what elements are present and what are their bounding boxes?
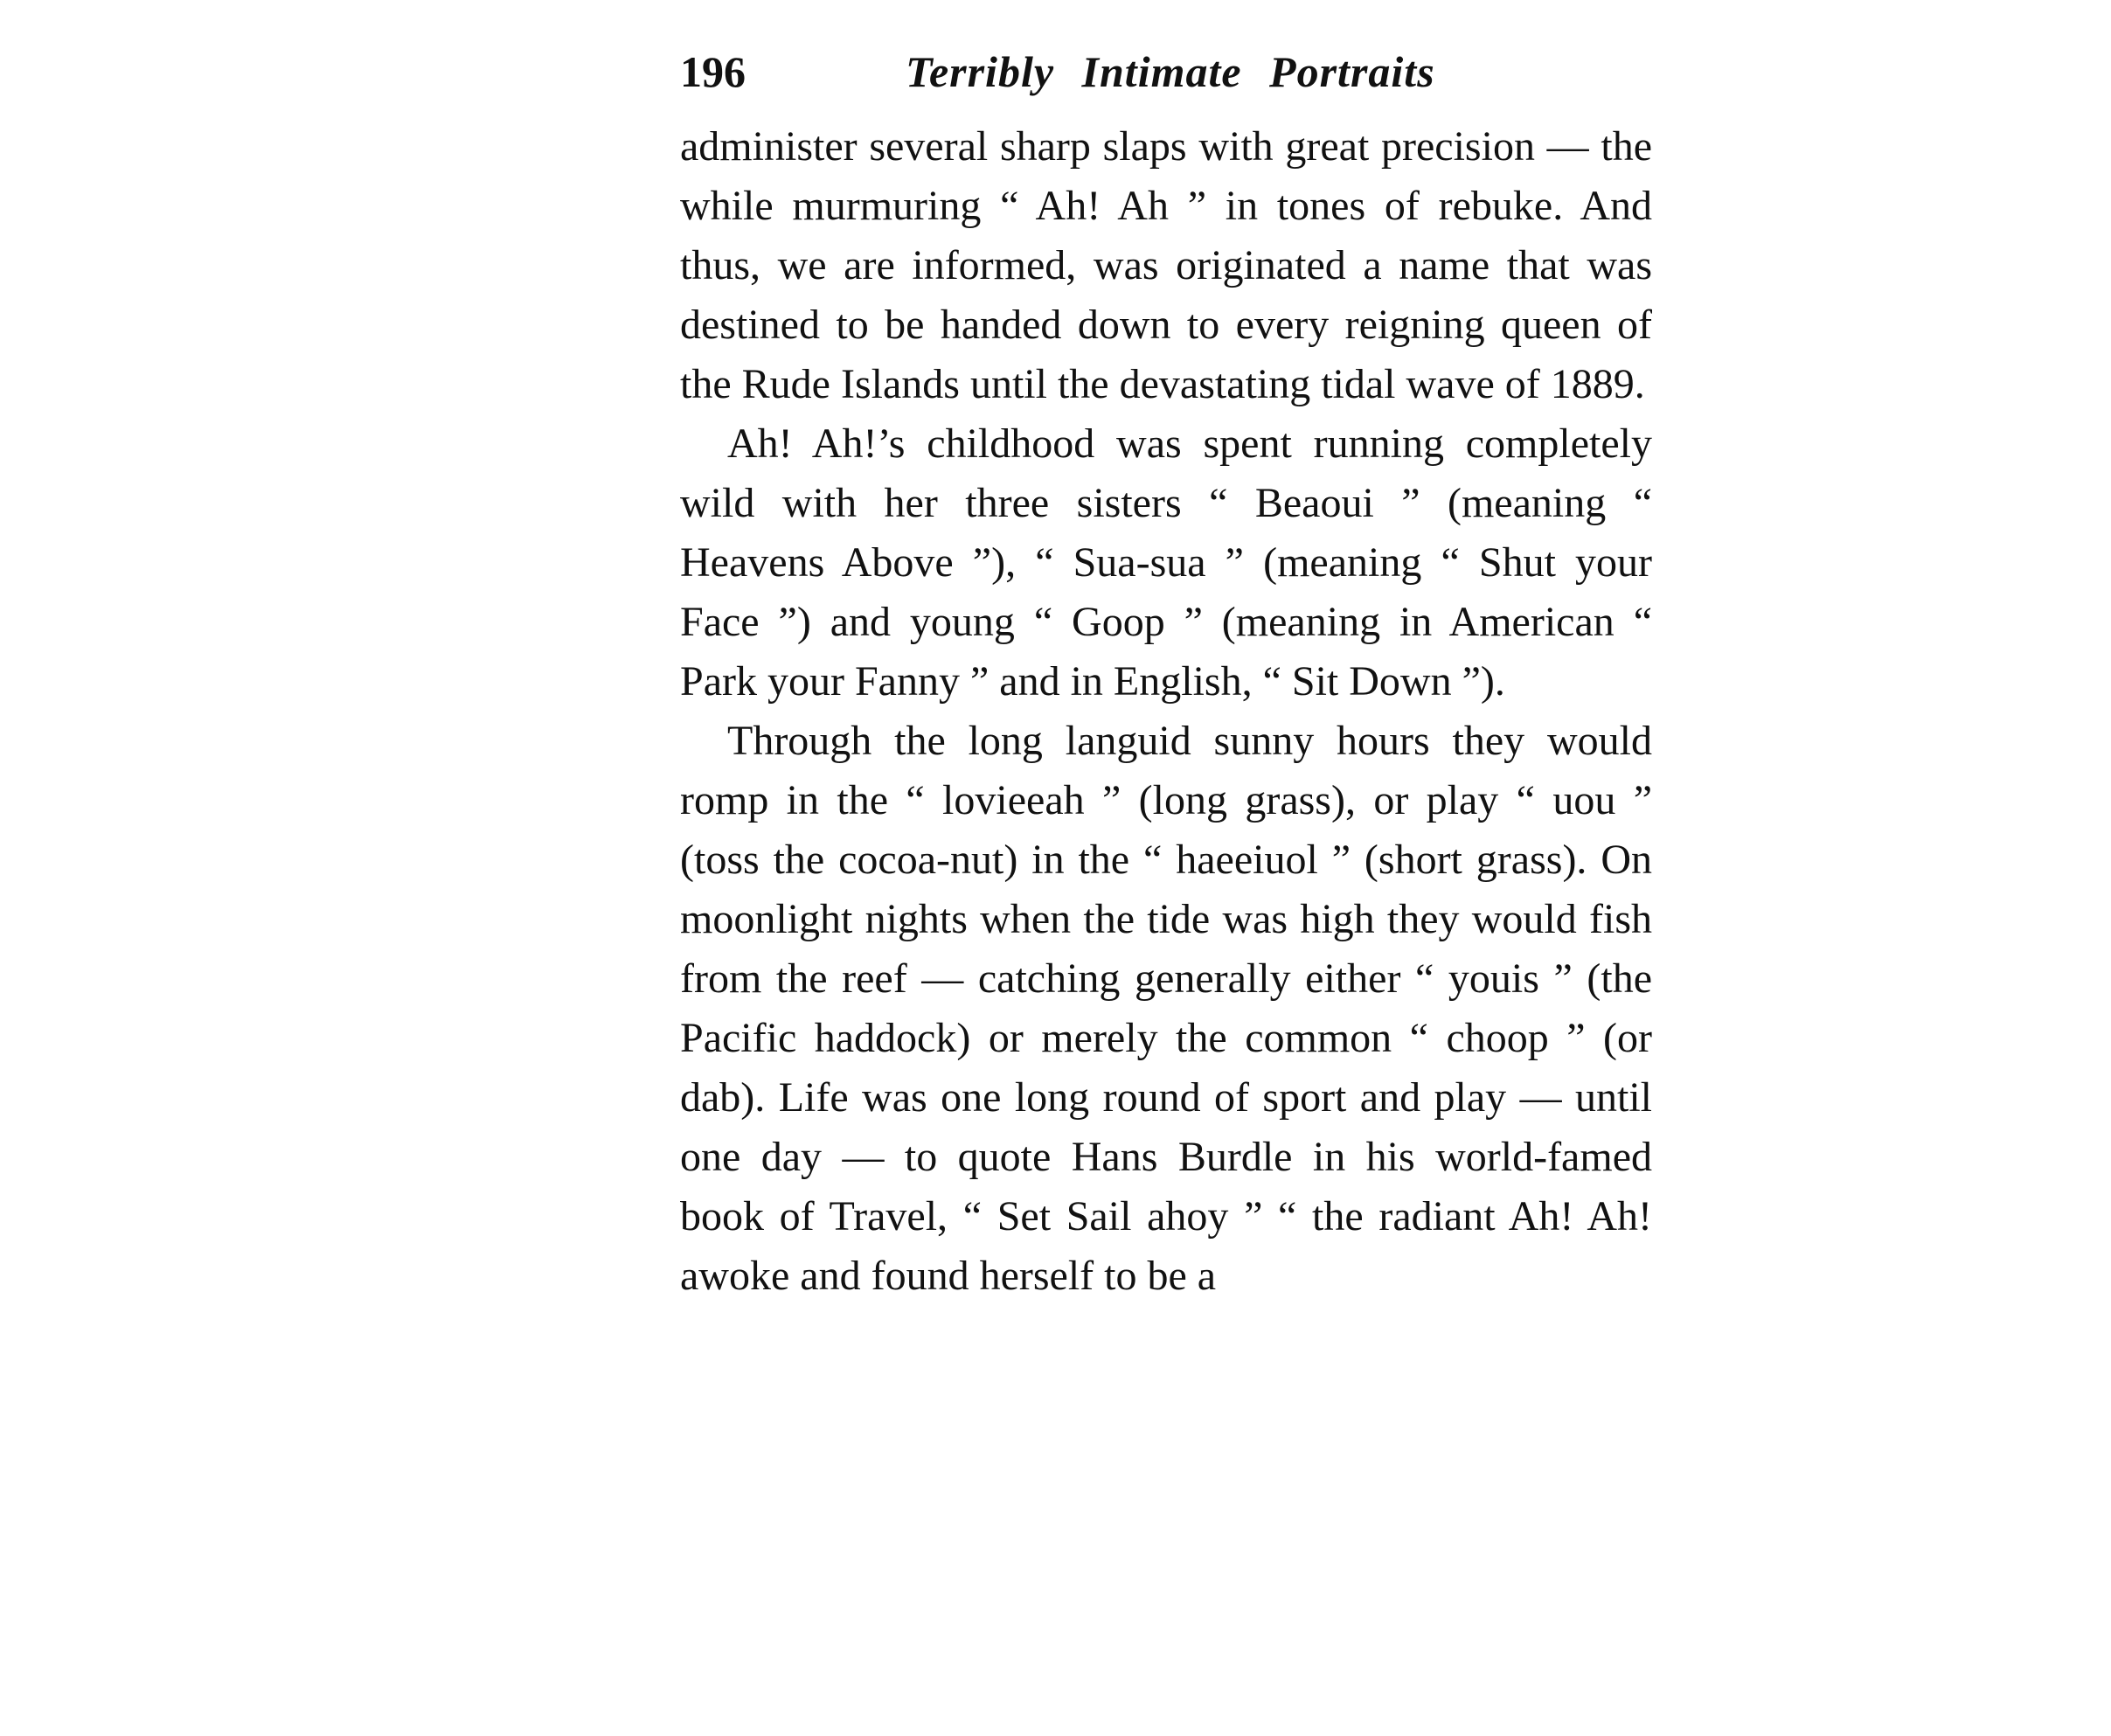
paragraph-continued: administer several sharp slaps with great precision — the while murmuring “ Ah! Ah ” in tones of rebuke. And thus, we are informed, was originated a name that was destined to be handed down to every reigning queen of the Rude Islands until the devastating tidal wave of 1889. bbox=[680, 123, 1652, 407]
body-text bbox=[680, 117, 1652, 1306]
running-head bbox=[680, 45, 1652, 98]
book-page bbox=[680, 45, 1652, 1306]
book-title: Terribly Intimate Portraits bbox=[906, 47, 1435, 96]
paragraph-play: Through the long languid sunny hours they would romp in the “ lovieeah ” (long grass), or play “ uou ” (toss the cocoa-nut) in the “ haeeiuol ” (short grass). On moonlight nights when the tide was high they would fish from the reef — catching generally either “ youis ” (the Pacific haddock) or merely the common “ choop ” (or dab). Life was one long round of sport and play — until one day — to quote Hans Burdle in his world-famed book of Travel, “ Set Sail ahoy ” “ the radiant Ah! Ah! awoke and found herself to be a bbox=[680, 718, 1652, 1299]
page-number: 196 bbox=[680, 47, 746, 96]
paragraph-childhood: Ah! Ah!’s childhood was spent running completely wild with her three sisters “ Beaoui ” (meaning “ Heavens Above ”), “ Sua-sua ” (meaning “ Shut your Face ”) and young “ Goop ” (meaning in American “ Park your Fanny ” and in English, “ Sit Down ”). bbox=[680, 420, 1652, 705]
